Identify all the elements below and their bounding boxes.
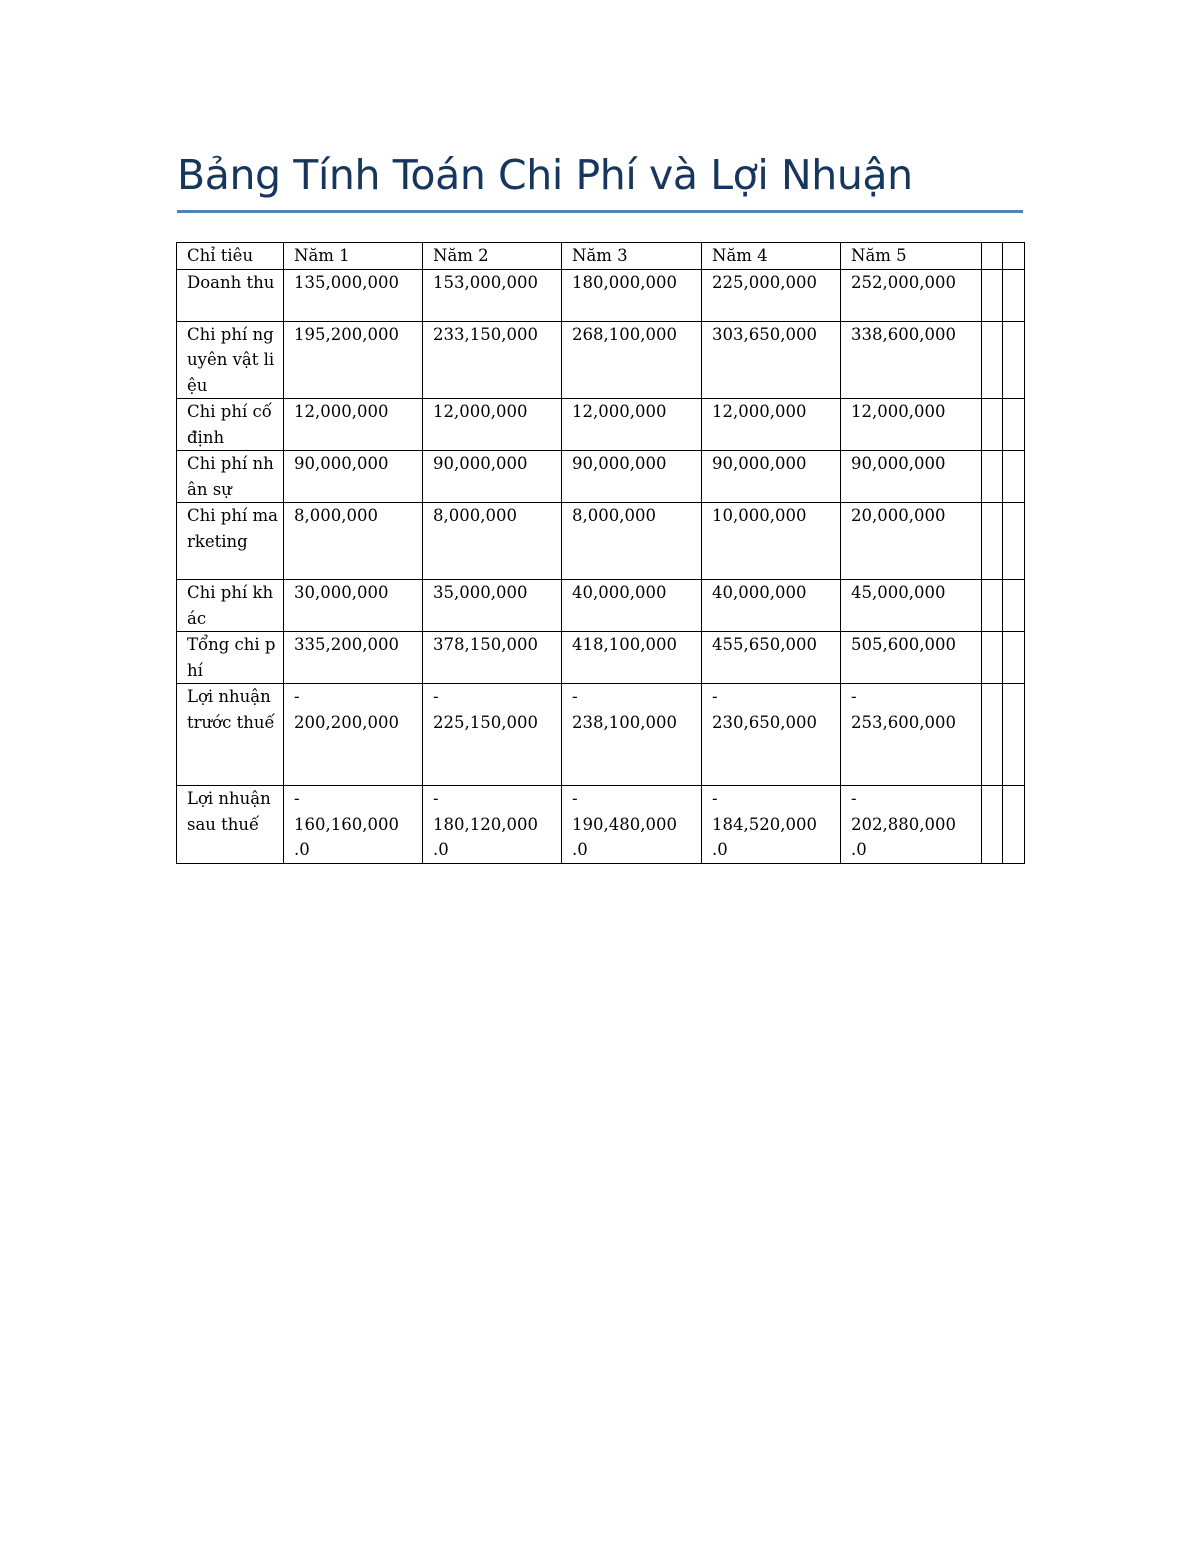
value-cell: 10,000,000	[702, 503, 841, 580]
row-label: Chi phí nhân sự	[177, 451, 284, 503]
empty-cell	[982, 269, 1003, 321]
header-cell-year-2: Năm 2	[423, 243, 562, 270]
header-cell-indicator: Chỉ tiêu	[177, 243, 284, 270]
row-label: Chi phí khác	[177, 580, 284, 632]
value-cell: 418,100,000	[562, 632, 702, 684]
value-cell: - 184,520,000 .0	[702, 786, 841, 864]
row-label: Chi phí marketing	[177, 503, 284, 580]
table-row-profit-after-tax	[177, 786, 1025, 864]
value-cell: 252,000,000	[841, 269, 982, 321]
cost-profit-table	[176, 242, 1025, 864]
empty-cell	[982, 503, 1003, 580]
empty-cell	[982, 786, 1003, 864]
value-cell: 12,000,000	[423, 399, 562, 451]
row-label: Chi phí cố định	[177, 399, 284, 451]
row-label: Lợi nhuận trước thuế	[177, 684, 284, 786]
value-cell: - 200,200,000	[284, 684, 423, 786]
empty-cell	[1003, 321, 1025, 399]
title-underline	[177, 210, 1023, 213]
empty-cell	[1003, 503, 1025, 580]
header-cell-year-1: Năm 1	[284, 243, 423, 270]
row-label: Tổng chi phí	[177, 632, 284, 684]
row-label: Chi phí nguyên vật liệu	[177, 321, 284, 399]
empty-cell	[1003, 269, 1025, 321]
value-cell: - 190,480,000 .0	[562, 786, 702, 864]
value-cell: 153,000,000	[423, 269, 562, 321]
value-cell: 225,000,000	[702, 269, 841, 321]
empty-cell	[1003, 632, 1025, 684]
empty-cell	[982, 399, 1003, 451]
value-cell: 20,000,000	[841, 503, 982, 580]
value-cell: 268,100,000	[562, 321, 702, 399]
empty-cell	[1003, 684, 1025, 786]
value-cell: 338,600,000	[841, 321, 982, 399]
page-title: Bảng Tính Toán Chi Phí và Lợi Nhuận	[177, 151, 913, 199]
value-cell: 505,600,000	[841, 632, 982, 684]
value-cell: 12,000,000	[841, 399, 982, 451]
table-header-row	[177, 243, 1025, 270]
value-cell: 45,000,000	[841, 580, 982, 632]
table-row-staff-cost	[177, 451, 1025, 503]
value-cell: 135,000,000	[284, 269, 423, 321]
value-cell: 378,150,000	[423, 632, 562, 684]
table-row-profit-before-tax	[177, 684, 1025, 786]
value-cell: 195,200,000	[284, 321, 423, 399]
value-cell: 90,000,000	[702, 451, 841, 503]
empty-cell	[1003, 580, 1025, 632]
value-cell: 40,000,000	[562, 580, 702, 632]
empty-cell	[982, 684, 1003, 786]
table-row-material-cost	[177, 321, 1025, 399]
empty-cell	[982, 451, 1003, 503]
header-cell-year-3: Năm 3	[562, 243, 702, 270]
table-row-fixed-cost	[177, 399, 1025, 451]
value-cell: - 238,100,000	[562, 684, 702, 786]
empty-cell	[1003, 399, 1025, 451]
value-cell: 12,000,000	[562, 399, 702, 451]
value-cell: 90,000,000	[562, 451, 702, 503]
value-cell: 8,000,000	[423, 503, 562, 580]
header-cell-year-4: Năm 4	[702, 243, 841, 270]
empty-cell	[982, 632, 1003, 684]
empty-cell	[982, 321, 1003, 399]
empty-cell	[982, 243, 1003, 270]
value-cell: - 253,600,000	[841, 684, 982, 786]
value-cell: 90,000,000	[841, 451, 982, 503]
value-cell: 180,000,000	[562, 269, 702, 321]
row-label: Lợi nhuận sau thuế	[177, 786, 284, 864]
value-cell: 335,200,000	[284, 632, 423, 684]
empty-cell	[1003, 451, 1025, 503]
empty-cell	[1003, 243, 1025, 270]
value-cell: - 180,120,000 .0	[423, 786, 562, 864]
table-row-marketing-cost	[177, 503, 1025, 580]
value-cell: 40,000,000	[702, 580, 841, 632]
empty-cell	[982, 580, 1003, 632]
value-cell: 30,000,000	[284, 580, 423, 632]
empty-cell	[1003, 786, 1025, 864]
value-cell: 12,000,000	[702, 399, 841, 451]
value-cell: 90,000,000	[423, 451, 562, 503]
value-cell: 8,000,000	[284, 503, 423, 580]
value-cell: - 202,880,000 .0	[841, 786, 982, 864]
value-cell: 303,650,000	[702, 321, 841, 399]
value-cell: 455,650,000	[702, 632, 841, 684]
header-cell-year-5: Năm 5	[841, 243, 982, 270]
table-row-other-cost	[177, 580, 1025, 632]
table-row-revenue	[177, 269, 1025, 321]
table-row-total-cost	[177, 632, 1025, 684]
value-cell: - 230,650,000	[702, 684, 841, 786]
value-cell: - 225,150,000	[423, 684, 562, 786]
value-cell: 233,150,000	[423, 321, 562, 399]
value-cell: 35,000,000	[423, 580, 562, 632]
value-cell: 8,000,000	[562, 503, 702, 580]
value-cell: 12,000,000	[284, 399, 423, 451]
value-cell: - 160,160,000 .0	[284, 786, 423, 864]
row-label: Doanh thu	[177, 269, 284, 321]
value-cell: 90,000,000	[284, 451, 423, 503]
